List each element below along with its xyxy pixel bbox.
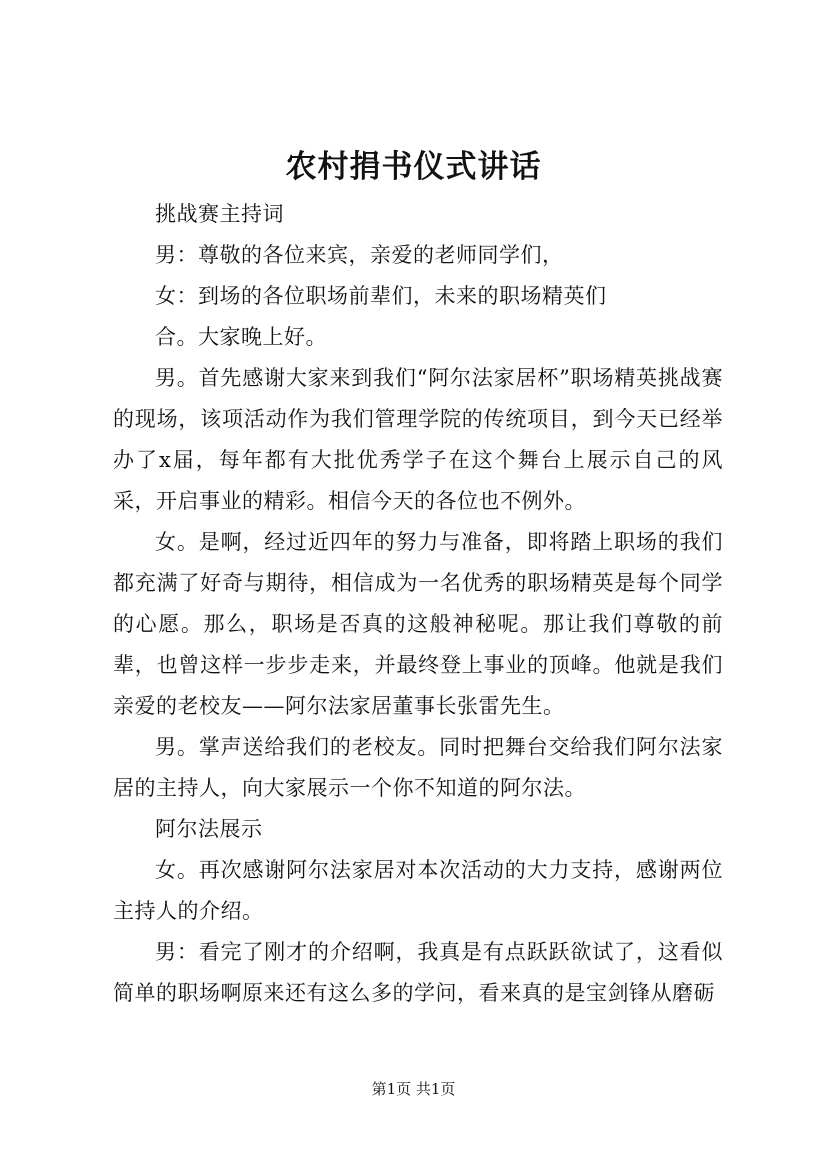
document-body xyxy=(113,194,723,1014)
paragraph: 女。再次感谢阿尔法家居对本次活动的大力支持，感谢两位主持人的介绍。 xyxy=(113,858,723,923)
paragraph: 男。掌声送给我们的老校友。同时把舞台交给我们阿尔法家居的主持人，向大家展示一个你不知道的阿尔法。 xyxy=(113,735,723,800)
paragraph: 男：看完了刚才的介绍啊，我真是有点跃跃欲试了，这看似简单的职场啊原来还有这么多的学问，看来真的是宝剑锋从磨砺 xyxy=(113,940,723,1005)
paragraph: 女。是啊，经过近四年的努力与准备，即将踏上职场的我们都充满了好奇与期待，相信成为一名优秀的职场精英是每个同学的心愿。那么，职场是否真的这般神秘呢。那让我们尊敬的前辈，也曾这样一步步走来，并最终登上事业的顶峰。他就是我们亲爱的老校友——阿尔法家居董事长张雷先生。 xyxy=(113,530,723,718)
paragraph: 女：到场的各位职场前辈们，未来的职场精英们 xyxy=(155,284,607,308)
paragraph: 阿尔法展示 xyxy=(155,817,263,841)
paragraph: 挑战赛主持词 xyxy=(155,202,284,226)
page-footer: 第1页 共1页 xyxy=(371,1080,456,1098)
paragraph: 男。首先感谢大家来到我们“阿尔法家居杯”职场精英挑战赛的现场，该项活动作为我们管理学院的传统项目，到今天已经举办了x届，每年都有大批优秀学子在这个舞台上展示自己的风采，开启事业的精彩。相信今天的各位也不例外。 xyxy=(113,366,723,513)
document-title: 农村捐书仪式讲话 xyxy=(285,149,542,185)
paragraph: 男：尊敬的各位来宾，亲爱的老师同学们， xyxy=(155,243,564,267)
paragraph: 合。大家晚上好。 xyxy=(155,325,327,349)
